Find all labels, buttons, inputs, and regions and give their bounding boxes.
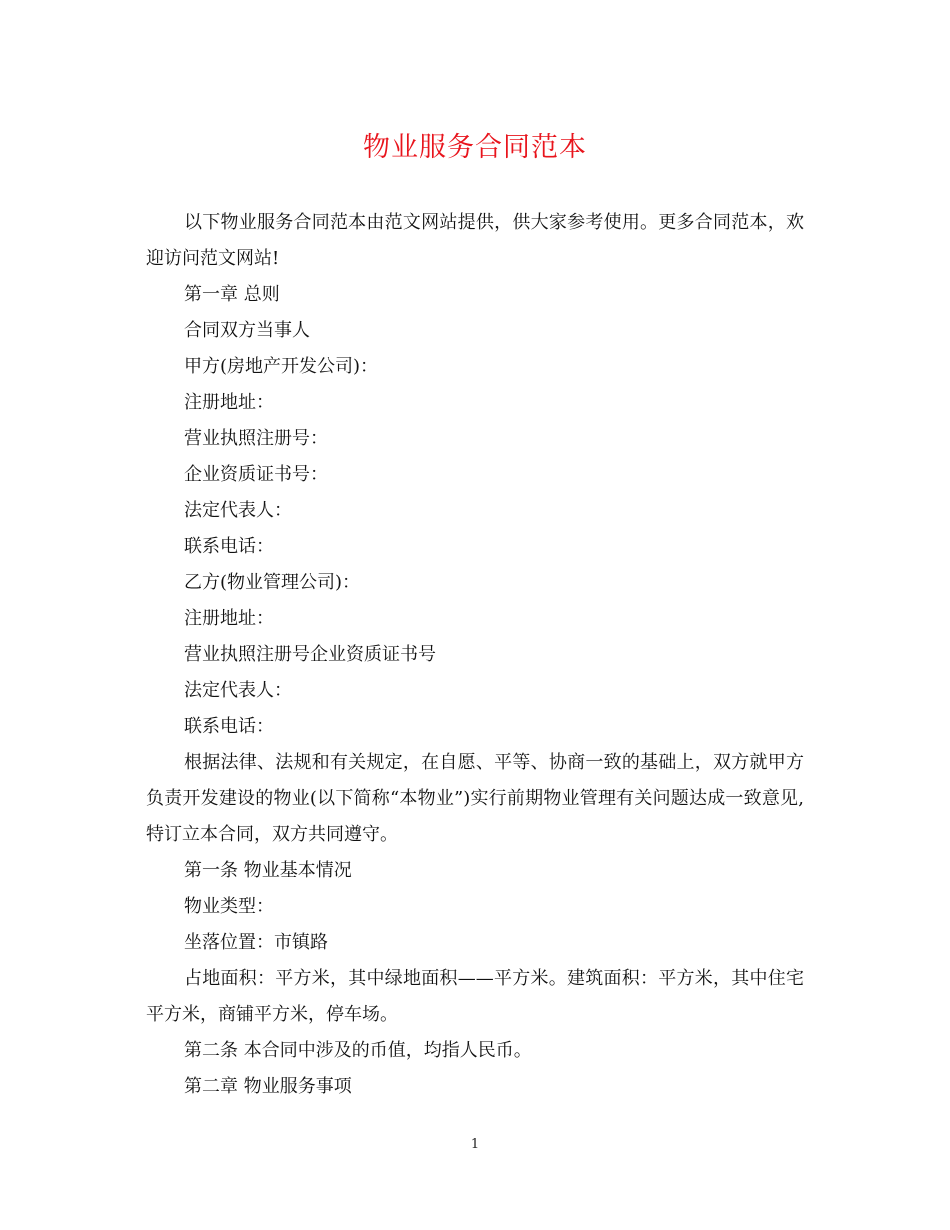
page-number: 1 [470, 1137, 480, 1152]
paragraph-party-a-license: 营业执照注册号： [184, 428, 328, 449]
paragraph-party-a-qualification: 企业资质证书号： [184, 464, 328, 485]
paragraph-property-location: 坐落位置：市镇路 [184, 932, 328, 953]
paragraph-party-b: 乙方(物业管理公司)： [184, 572, 361, 593]
document-title: 物业服务合同范本 [363, 132, 587, 163]
paragraph-article-1-heading: 第一条 物业基本情况 [184, 860, 352, 881]
paragraph-preamble: 根据法律、法规和有关规定，在自愿、平等、协商一致的基础上，双方就甲方负责开发建设的物业(以下简称“本物业”)实行前期物业管理有关问题达成一致意见,特订立本合同，双方共同遵守。 [146, 752, 804, 845]
paragraph-chapter-1-heading: 第一章 总则 [184, 284, 280, 305]
paragraph-party-b-phone: 联系电话： [184, 716, 274, 737]
paragraph-property-area: 占地面积：平方米，其中绿地面积——平方米。建筑面积：平方米，其中住宅平方米，商铺平方米，停车场。 [146, 968, 804, 1025]
paragraph-intro: 以下物业服务合同范本由范文网站提供，供大家参考使用。更多合同范本，欢迎访问范文网站! [146, 212, 804, 269]
document-body [146, 205, 804, 1105]
paragraph-party-b-address: 注册地址： [184, 608, 274, 629]
paragraph-party-a: 甲方(房地产开发公司)： [184, 356, 379, 377]
paragraph-party-b-representative: 法定代表人： [184, 680, 292, 701]
paragraph-property-type: 物业类型： [184, 896, 274, 917]
paragraph-parties-heading: 合同双方当事人 [184, 320, 310, 341]
paragraph-chapter-2-heading: 第二章 物业服务事项 [184, 1076, 352, 1097]
paragraph-party-a-address: 注册地址： [184, 392, 274, 413]
paragraph-party-a-phone: 联系电话： [184, 536, 274, 557]
paragraph-party-a-representative: 法定代表人： [184, 500, 292, 521]
paragraph-party-b-license: 营业执照注册号企业资质证书号 [184, 644, 436, 665]
paragraph-article-2: 第二条 本合同中涉及的币值，均指人民币。 [184, 1040, 532, 1061]
